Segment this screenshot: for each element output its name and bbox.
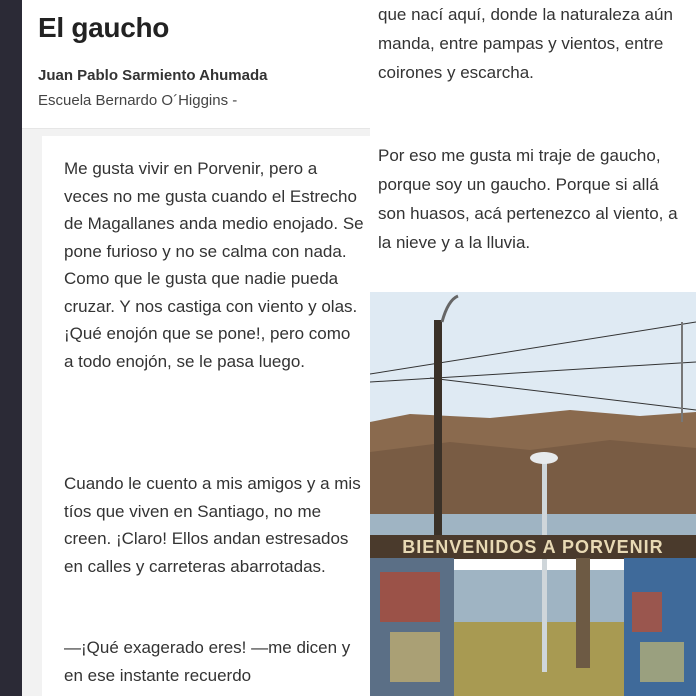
photo-drawing bbox=[370, 292, 696, 696]
welcome-sign-text: BIENVENIDOS A PORVENIR bbox=[402, 537, 664, 557]
article-title: El gaucho bbox=[38, 12, 170, 43]
sky bbox=[370, 292, 696, 422]
utility-pole bbox=[434, 320, 442, 570]
paragraph-1: Me gusta vivir en Porvenir, pero a veces no me gusta cuando el Estrecho de Magallanes anda medio enojado. Se pone furioso y no se calma con nada. Como que le gusta que nadie pueda cruzar. Y nos castiga con viento y olas. ¡Qué enojón que se pone!, pero como a todo enojón, se le pasa luego. bbox=[64, 159, 364, 371]
paragraph-2: Cuando le cuento a mis amigos y a mis tíos que viven en Santiago, no me creen. ¡Claro! Ellos andan estresados en calles y carreteras abarrotadas. bbox=[64, 474, 361, 576]
paragraph-5: Por eso me gusta mi traje de gaucho, porque soy un gaucho. Porque si allá son huasos, acá pertenezco al viento, a la nieve y a la lluvia. bbox=[378, 146, 678, 252]
app-edge-bar bbox=[0, 0, 22, 696]
paragraph-4: que nací aquí, donde la naturaleza aún manda, entre pampas y vientos, entre coirones y escarcha. bbox=[378, 5, 673, 82]
street-lamp bbox=[542, 462, 547, 672]
article-school: Escuela Bernardo O´Higgins - bbox=[38, 92, 238, 109]
paragraph-3: —¡Qué exagerado eres! —me dicen y en ese instante recuerdo bbox=[64, 638, 351, 685]
article-author[interactable]: Juan Pablo Sarmiento Ahumada bbox=[38, 67, 268, 84]
porvenir-photo bbox=[370, 292, 696, 696]
